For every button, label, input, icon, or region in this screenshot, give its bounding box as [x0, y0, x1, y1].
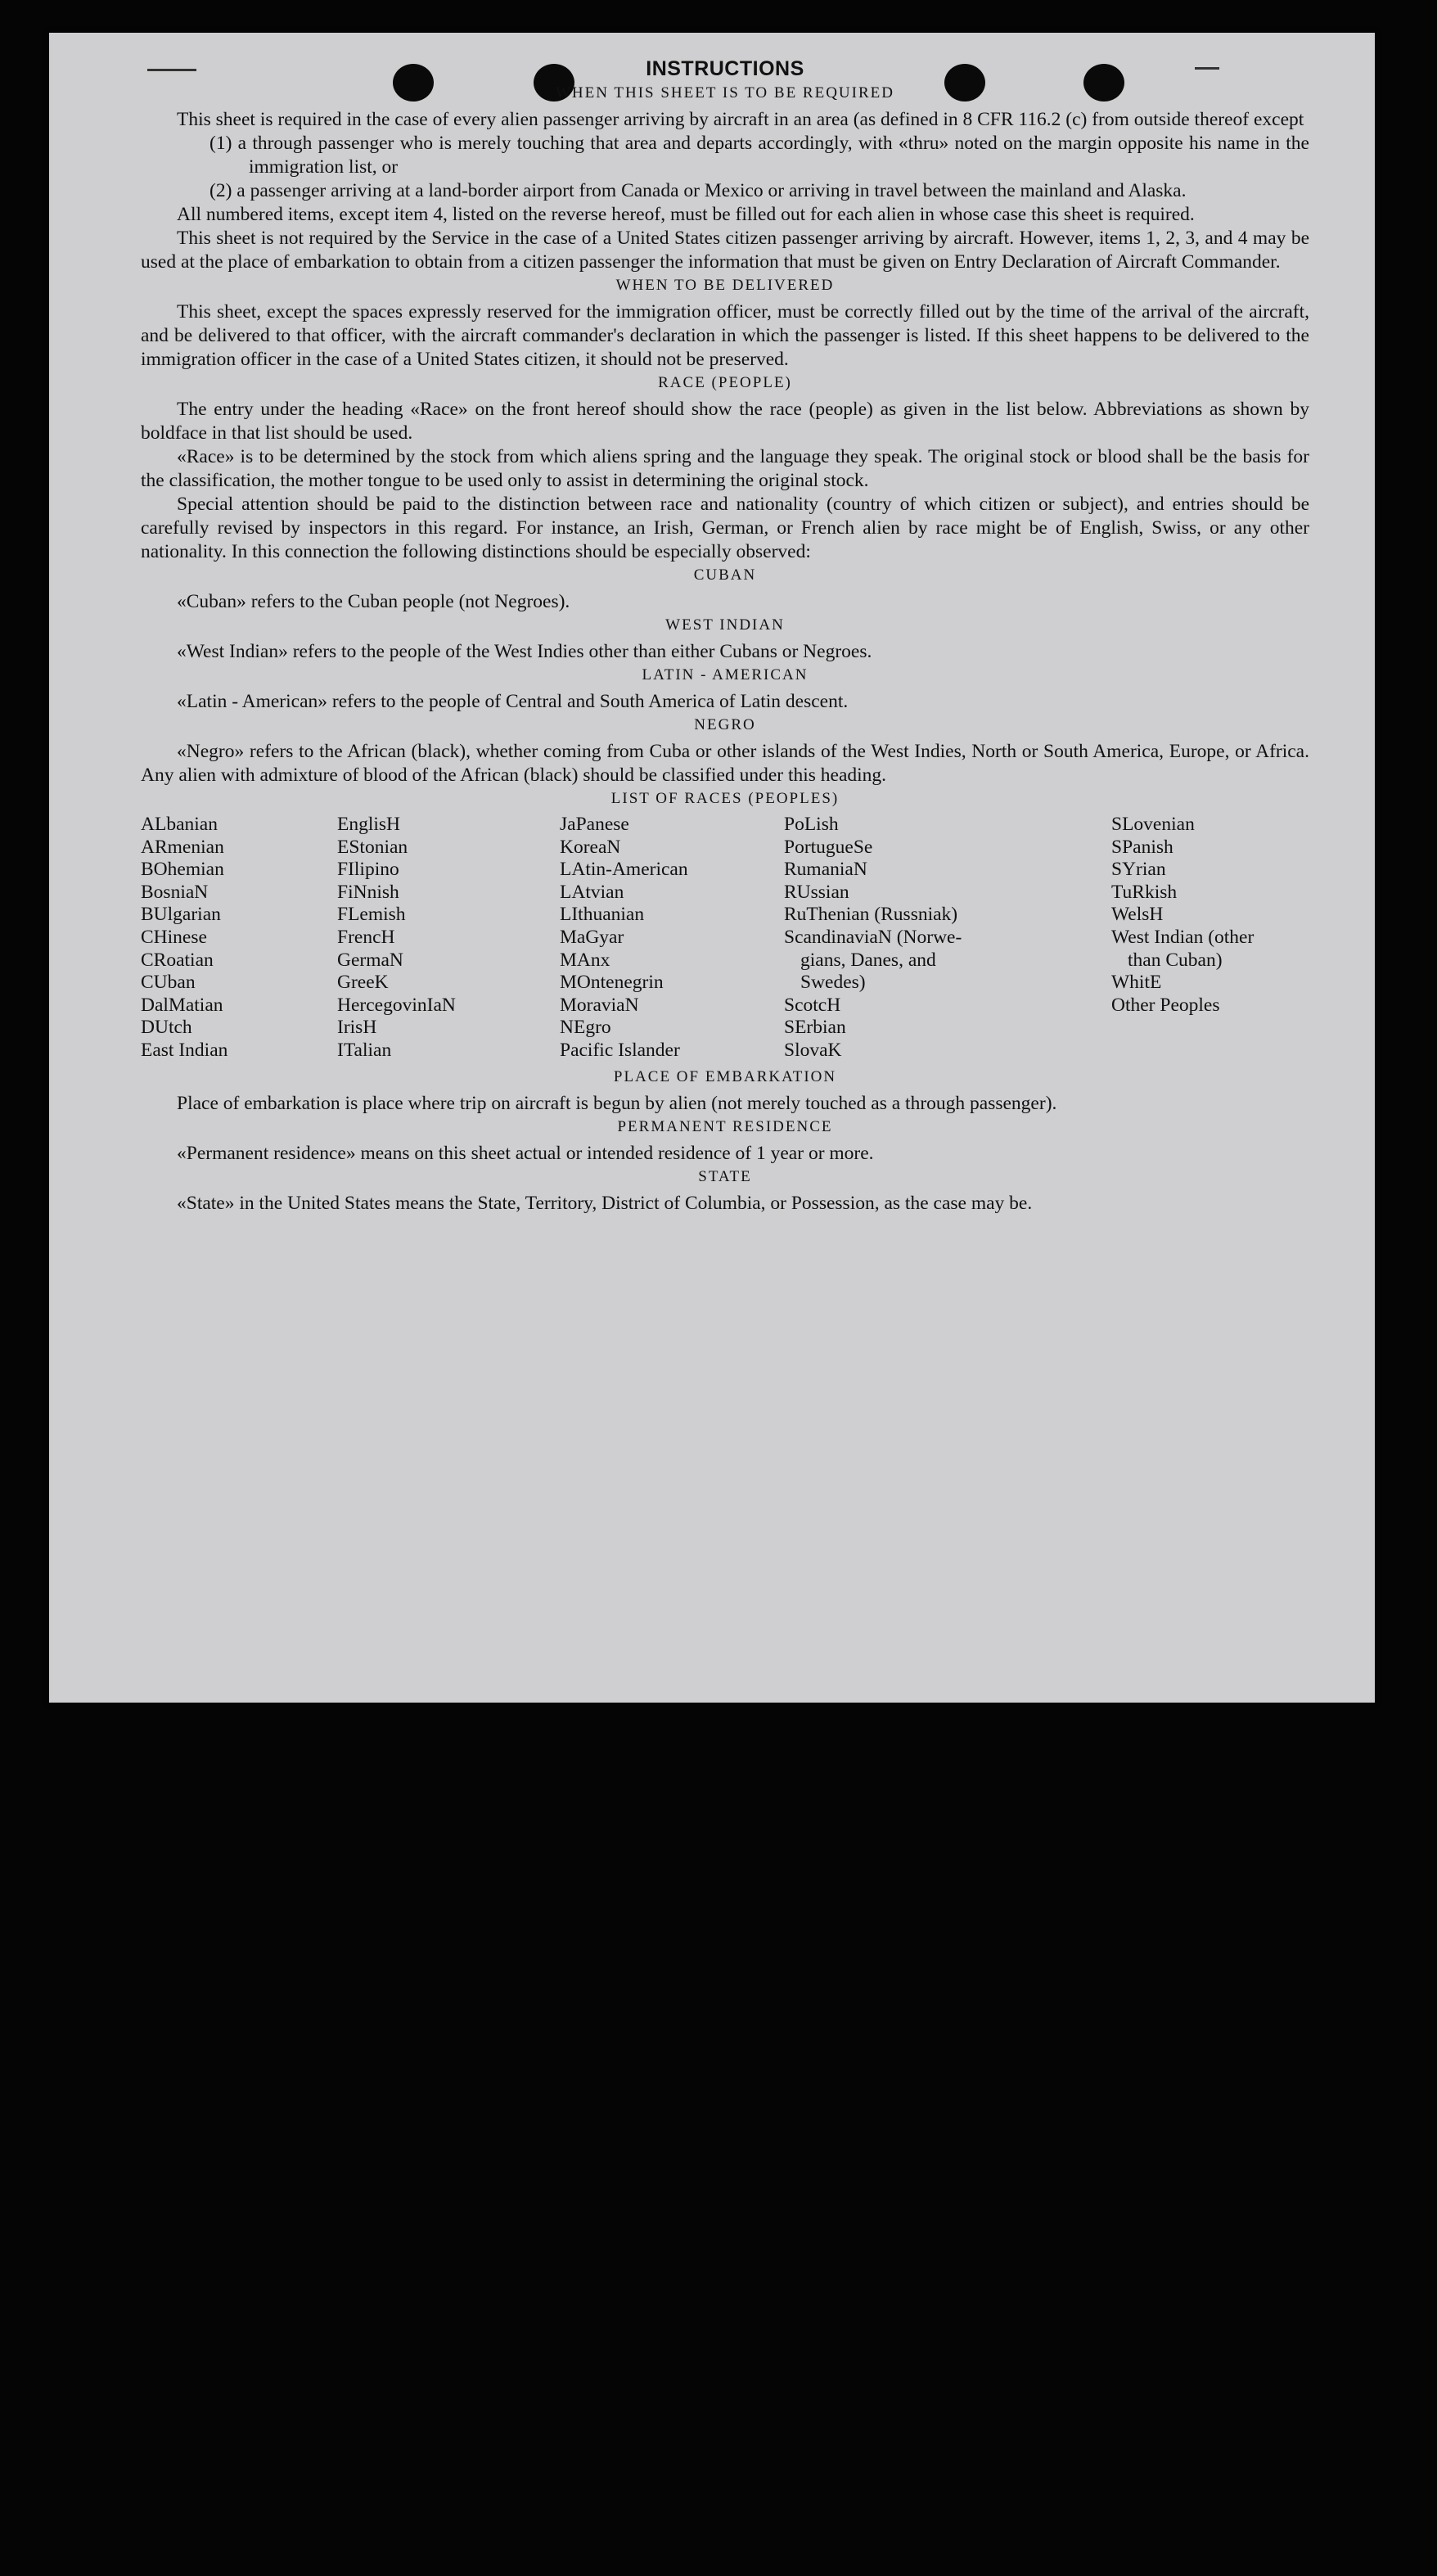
race-item: WelsH [1111, 904, 1164, 926]
paragraph: This sheet is required in the case of every alien passenger arriving by aircraft in an area (as defined in 8 CFR 116.2 (c) from outside thereof except [177, 109, 1304, 130]
race-item: ARmenian [141, 836, 224, 858]
race-item: FIlipino [337, 859, 399, 881]
paragraph: This sheet is not required by the Service in the case of a United States citizen passenger arriving by aircraft. However, items 1, 2, 3, and 4 may be used at the place of embarkation to obtain from a citizen passenger the information that must be given on Entry Declaration of Aircraft Commander. [141, 228, 1309, 273]
race-item: TuRkish [1111, 881, 1178, 903]
paragraph: The entry under the heading «Race» on the front hereof should show the race (people) as given in the list below. Abbreviations as shown by boldface in that list should be used. [141, 399, 1309, 444]
race-item: SErbian [784, 1017, 846, 1039]
paragraph: «State» in the United States means the State, Territory, District of Columbia, or Possession, as the case may be. [177, 1192, 1033, 1214]
race-item: ITalian [337, 1039, 392, 1061]
instructions-content [141, 56, 1309, 1216]
race-item: EnglisH [337, 814, 401, 835]
heading-when-delivered: WHEN TO BE DELIVERED [615, 277, 835, 294]
race-item: NEgro [560, 1017, 611, 1039]
heading-negro: NEGRO [694, 716, 756, 733]
heading-state: STATE [698, 1167, 752, 1185]
races-column [560, 814, 784, 1062]
races-list [141, 814, 1309, 1062]
races-column [784, 814, 1111, 1062]
races-column [141, 814, 337, 1062]
race-item: ALbanian [141, 814, 218, 835]
paragraph: «Race» is to be determined by the stock from which aliens spring and the language they speak. The original stock or blood shall be the basis for the classification, the mother tongue to be used only to assist in determining the original stock. [141, 446, 1309, 491]
race-item: RumaniaN [784, 859, 867, 881]
race-item: SlovaK [784, 1039, 842, 1061]
races-column [337, 814, 560, 1062]
race-item: CUban [141, 972, 196, 994]
race-item: MOntenegrin [560, 972, 664, 994]
heading-latin-american: LATIN - AMERICAN [642, 666, 809, 683]
race-item: LAtvian [560, 881, 624, 903]
paragraph: «Cuban» refers to the Cuban people (not Negroes). [177, 591, 570, 612]
heading-list-of-races: LIST OF RACES (PEOPLES) [610, 790, 840, 807]
race-item: JaPanese [560, 814, 629, 835]
race-item: EStonian [337, 836, 408, 858]
race-item: PoLish [784, 814, 839, 835]
paragraph: «Permanent residence» means on this sheet actual or intended residence of 1 year or more. [177, 1142, 874, 1164]
race-item: MAnx [560, 949, 610, 971]
races-column [1111, 814, 1308, 1062]
list-item: (2) a passenger arriving at a land-border airport from Canada or Mexico or arriving in travel between the mainland and Alaska. [209, 180, 1187, 201]
heading-west-indian: WEST INDIAN [665, 616, 785, 634]
race-item: CHinese [141, 926, 207, 948]
paragraph: This sheet, except the spaces expressly reserved for the immigration officer, must be correctly filled out by the time of the arrival of the aircraft, and be delivered to that officer, with the aircraft commander's declaration in which the passenger is listed. If this sheet happens to be delivered to the immigration officer in the case of a United States citizen, it should not be preserved. [141, 301, 1309, 370]
race-item: BosniaN [141, 881, 209, 903]
race-item: SYrian [1111, 859, 1166, 881]
paragraph: Special attention should be paid to the distinction between race and nationality (country of which citizen or subject), and entries should be carefully revised by inspectors in this regard. For instance, an Irish, German, or French alien by race might be of English, Swiss, or any other nationality. In this connection the following distinctions should be especially observed: [141, 494, 1309, 562]
race-item: BUlgarian [141, 904, 221, 926]
race-item: DUtch [141, 1017, 192, 1039]
race-item: MoraviaN [560, 994, 639, 1016]
race-item: East Indian [141, 1039, 228, 1061]
race-item: WhitE [1111, 972, 1162, 994]
race-item: GreeK [337, 972, 389, 994]
heading-place-of-embarkation: PLACE OF EMBARKATION [613, 1067, 837, 1085]
paragraph: «Negro» refers to the African (black), whether coming from Cuba or other islands of the West Indies, North or South America, Europe, or Africa. Any alien with admixture of blood of the African (black) should be classified under this heading. [141, 741, 1309, 786]
page-title: INSTRUCTIONS [646, 57, 804, 80]
race-item: ScotcH [784, 994, 841, 1016]
heading-when-required: WHEN THIS SHEET IS TO BE REQUIRED [556, 84, 894, 102]
race-item: KoreaN [560, 836, 621, 858]
race-item: Other Peoples [1111, 994, 1220, 1016]
race-item: SLovenian [1111, 814, 1195, 835]
race-item: FiNnish [337, 881, 399, 903]
race-item: DalMatian [141, 994, 223, 1016]
race-item: Pacific Islander [560, 1039, 680, 1061]
race-item: PortugueSe [784, 836, 873, 858]
race-item: SPanish [1111, 836, 1173, 858]
race-item: RuThenian (Russniak) [784, 904, 958, 926]
heading-permanent-residence: PERMANENT RESIDENCE [617, 1117, 833, 1135]
paragraph: «Latin - American» refers to the people of Central and South America of Latin descent. [177, 691, 849, 712]
race-item-continuation: gians, Danes, and [800, 949, 936, 971]
paragraph: Place of embarkation is place where trip on aircraft is begun by alien (not merely touched as a through passenger). [177, 1092, 1057, 1114]
race-item: LIthuanian [560, 904, 645, 926]
race-item: BOhemian [141, 859, 224, 881]
paragraph: «West Indian» refers to the people of the West Indies other than either Cubans or Negroes. [177, 641, 872, 662]
race-item: RUssian [784, 881, 849, 903]
form-sheet [49, 33, 1375, 1703]
race-item: CRoatian [141, 949, 214, 971]
list-item: (1) a through passenger who is merely touching that area and departs accordingly, with «thru» noted on the margin opposite his name in the immigration list, or [209, 133, 1309, 178]
race-item: IrisH [337, 1017, 377, 1039]
paragraph: All numbered items, except item 4, listed on the reverse hereof, must be filled out for each alien in whose case this sheet is required. [177, 204, 1195, 225]
race-item-continuation: Swedes) [800, 972, 866, 994]
race-item: HercegovinIaN [337, 994, 456, 1016]
heading-race: RACE (PEOPLE) [658, 374, 792, 391]
race-item: West Indian (other [1111, 926, 1255, 948]
race-item: FrencH [337, 926, 395, 948]
race-item: ScandinaviaN (Norwe- [784, 926, 962, 948]
race-item-continuation: than Cuban) [1128, 949, 1223, 971]
race-item: LAtin-American [560, 859, 688, 881]
race-item: MaGyar [560, 926, 624, 948]
heading-cuban: CUBAN [693, 566, 757, 584]
race-item: GermaN [337, 949, 403, 971]
race-item: FLemish [337, 904, 406, 926]
